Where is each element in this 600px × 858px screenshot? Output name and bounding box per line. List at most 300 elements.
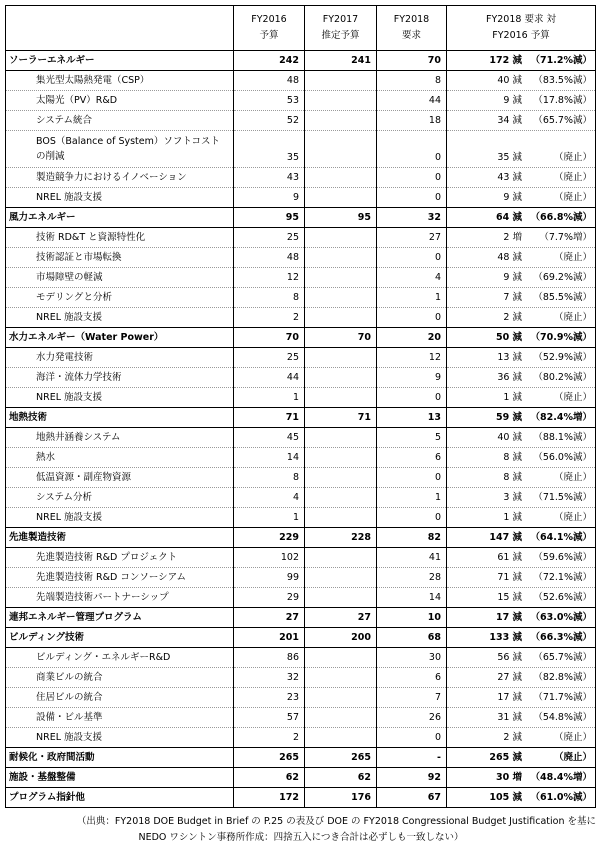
change-cell [447, 788, 596, 808]
value-fy2018: 0 [377, 468, 447, 488]
category-row [6, 328, 596, 348]
value-fy2018: 1 [377, 488, 447, 508]
change-amount: 9 減 [503, 271, 522, 283]
change-amount: 56 減 [497, 651, 522, 663]
change-percent: （廃止） [553, 471, 592, 483]
value-fy2016: 95 [234, 208, 305, 228]
change-cell [447, 308, 596, 328]
table-row [6, 368, 596, 388]
change-percent: （廃止） [553, 251, 592, 263]
value-fy2018: 6 [377, 448, 447, 468]
value-fy2018: 1 [377, 288, 447, 308]
category-row [6, 748, 596, 768]
value-fy2016: 8 [234, 288, 305, 308]
item-label: 技術認証と市場転換 [6, 248, 234, 268]
item-label: システム統合 [6, 111, 234, 131]
change-cell [447, 348, 596, 368]
item-label: 熱水 [6, 448, 234, 468]
category-row [6, 408, 596, 428]
table-row [6, 588, 596, 608]
value-fy2018: 0 [377, 388, 447, 408]
change-amount: 9 減 [503, 94, 522, 106]
value-fy2017 [305, 568, 377, 588]
table-row [6, 248, 596, 268]
change-amount: 2 減 [503, 731, 522, 743]
change-amount: 7 減 [503, 291, 522, 303]
change-percent: （17.8%減） [533, 94, 592, 106]
item-label: NREL 施設支援 [6, 188, 234, 208]
table-row [6, 188, 596, 208]
value-fy2016: 27 [234, 608, 305, 628]
value-fy2018: 0 [377, 131, 447, 168]
table-row [6, 168, 596, 188]
value-fy2017: 95 [305, 208, 377, 228]
change-amount: 172 減 [489, 54, 522, 66]
value-fy2018: 9 [377, 368, 447, 388]
category-label: 地熱技術 [6, 408, 234, 428]
table-row [6, 448, 596, 468]
value-fy2017 [305, 468, 377, 488]
change-cell [447, 131, 596, 168]
change-percent: （59.6%減） [533, 551, 592, 563]
value-fy2016: 48 [234, 71, 305, 91]
change-amount: 147 減 [489, 531, 522, 543]
value-fy2017 [305, 648, 377, 668]
source-note [6, 814, 596, 846]
header-fy2017: FY2017 推定予算 [305, 6, 377, 51]
value-fy2016: 43 [234, 168, 305, 188]
table-row [6, 468, 596, 488]
change-cell [447, 508, 596, 528]
change-amount: 15 減 [497, 591, 522, 603]
value-fy2016: 32 [234, 668, 305, 688]
change-amount: 105 減 [489, 791, 522, 803]
value-fy2016: 1 [234, 388, 305, 408]
change-percent: （71.2%減） [530, 54, 592, 66]
header-item [6, 6, 234, 51]
change-percent: （56.0%減） [533, 451, 592, 463]
item-label: NREL 施設支援 [6, 388, 234, 408]
change-percent: （71.5%減） [533, 491, 592, 503]
change-percent: （廃止） [553, 191, 592, 203]
change-percent: （83.5%減） [533, 74, 592, 86]
item-label: 住居ビルの統合 [6, 688, 234, 708]
value-fy2018: 6 [377, 668, 447, 688]
change-cell [447, 688, 596, 708]
table-row [6, 668, 596, 688]
category-label: 施設・基盤整備 [6, 768, 234, 788]
change-percent: （80.2%減） [533, 371, 592, 383]
value-fy2017 [305, 508, 377, 528]
value-fy2017 [305, 131, 377, 168]
category-row [6, 608, 596, 628]
change-percent: （63.0%減） [530, 611, 592, 623]
change-amount: 30 増 [495, 771, 522, 783]
change-cell [447, 188, 596, 208]
value-fy2017 [305, 428, 377, 448]
change-percent: （72.1%減） [533, 571, 592, 583]
change-percent: （廃止） [553, 751, 592, 763]
value-fy2016: 48 [234, 248, 305, 268]
change-percent: （82.8%減） [533, 671, 592, 683]
value-fy2018: 41 [377, 548, 447, 568]
change-percent: （88.1%減） [533, 431, 592, 443]
category-label: 風力エネルギー [6, 208, 234, 228]
change-cell [447, 91, 596, 111]
value-fy2017 [305, 308, 377, 328]
change-cell [447, 588, 596, 608]
change-cell [447, 368, 596, 388]
item-label: 製造競争力におけるイノベーション [6, 168, 234, 188]
change-cell [447, 628, 596, 648]
category-row [6, 788, 596, 808]
change-cell [447, 228, 596, 248]
change-cell [447, 488, 596, 508]
item-label: システム分析 [6, 488, 234, 508]
category-row [6, 628, 596, 648]
value-fy2018: 26 [377, 708, 447, 728]
item-label: NREL 施設支援 [6, 728, 234, 748]
value-fy2018: 13 [377, 408, 447, 428]
value-fy2017 [305, 168, 377, 188]
value-fy2017 [305, 111, 377, 131]
change-cell [447, 528, 596, 548]
value-fy2016: 1 [234, 508, 305, 528]
change-percent: （65.7%減） [533, 114, 592, 126]
value-fy2017: 176 [305, 788, 377, 808]
value-fy2018: - [377, 748, 447, 768]
value-fy2017: 228 [305, 528, 377, 548]
change-cell [447, 748, 596, 768]
change-cell [447, 408, 596, 428]
change-cell [447, 328, 596, 348]
value-fy2016: 45 [234, 428, 305, 448]
table-row [6, 388, 596, 408]
item-label: モデリングと分析 [6, 288, 234, 308]
value-fy2017: 241 [305, 51, 377, 71]
change-amount: 40 減 [497, 74, 522, 86]
category-label: 水力エネルギー（Water Power） [6, 328, 234, 348]
budget-table [5, 5, 596, 808]
change-amount: 61 減 [497, 551, 522, 563]
value-fy2016: 57 [234, 708, 305, 728]
change-cell [447, 268, 596, 288]
value-fy2016: 102 [234, 548, 305, 568]
value-fy2016: 52 [234, 111, 305, 131]
value-fy2016: 4 [234, 488, 305, 508]
table-row [6, 91, 596, 111]
change-amount: 34 減 [497, 114, 522, 126]
item-label: NREL 施設支援 [6, 508, 234, 528]
value-fy2018: 28 [377, 568, 447, 588]
value-fy2018: 0 [377, 248, 447, 268]
value-fy2016: 229 [234, 528, 305, 548]
change-percent: （48.4%増） [530, 771, 592, 783]
source-note-line-1: （出典：FY2018 DOE Budget in Brief の P.25 の表及び DOE の FY2018 Congressional Budget Justification を基に [76, 816, 596, 827]
value-fy2018: 67 [377, 788, 447, 808]
table-row [6, 568, 596, 588]
change-amount: 31 減 [497, 711, 522, 723]
value-fy2016: 172 [234, 788, 305, 808]
value-fy2016: 8 [234, 468, 305, 488]
change-cell [447, 468, 596, 488]
change-amount: 8 減 [503, 451, 522, 463]
table-row [6, 728, 596, 748]
value-fy2018: 44 [377, 91, 447, 111]
change-percent: （69.2%減） [533, 271, 592, 283]
change-cell [447, 548, 596, 568]
value-fy2017: 62 [305, 768, 377, 788]
category-row [6, 208, 596, 228]
item-label: 地熱井涵養システム [6, 428, 234, 448]
value-fy2016: 44 [234, 368, 305, 388]
value-fy2018: 0 [377, 168, 447, 188]
category-label: 先進製造技術 [6, 528, 234, 548]
change-amount: 17 減 [495, 611, 522, 623]
item-label: ビルディング・エネルギーR&D [6, 648, 234, 668]
table-row [6, 308, 596, 328]
category-row [6, 528, 596, 548]
change-cell [447, 288, 596, 308]
item-label: 市場障壁の軽減 [6, 268, 234, 288]
change-amount: 3 減 [503, 491, 522, 503]
item-label: 先端製造技術パートナーシップ [6, 588, 234, 608]
value-fy2017 [305, 488, 377, 508]
value-fy2016: 265 [234, 748, 305, 768]
value-fy2018: 8 [377, 71, 447, 91]
value-fy2016: 86 [234, 648, 305, 668]
value-fy2017: 27 [305, 608, 377, 628]
value-fy2016: 201 [234, 628, 305, 648]
change-amount: 35 減 [497, 152, 522, 163]
change-amount: 17 減 [497, 691, 522, 703]
value-fy2018: 10 [377, 608, 447, 628]
category-row [6, 51, 596, 71]
change-cell [447, 608, 596, 628]
change-amount: 50 減 [495, 331, 522, 343]
change-amount: 36 減 [497, 371, 522, 383]
value-fy2017: 200 [305, 628, 377, 648]
table-row [6, 111, 596, 131]
value-fy2016: 12 [234, 268, 305, 288]
value-fy2016: 71 [234, 408, 305, 428]
value-fy2017 [305, 388, 377, 408]
value-fy2016: 99 [234, 568, 305, 588]
value-fy2018: 18 [377, 111, 447, 131]
change-amount: 265 減 [489, 751, 522, 763]
value-fy2017: 70 [305, 328, 377, 348]
value-fy2018: 27 [377, 228, 447, 248]
value-fy2018: 70 [377, 51, 447, 71]
value-fy2016: 2 [234, 728, 305, 748]
change-amount: 71 減 [497, 571, 522, 583]
change-percent: （54.8%減） [533, 711, 592, 723]
change-cell [447, 51, 596, 71]
table-row [6, 488, 596, 508]
change-percent: （66.8%減） [530, 211, 592, 223]
table-body [6, 51, 596, 808]
change-cell [447, 71, 596, 91]
source-note-line-2: NEDO ワシントン事務所作成：四捨五入につき合計は必ずしも一致しない） [138, 832, 464, 843]
value-fy2018: 12 [377, 348, 447, 368]
item-label: 先進製造技術 R&D プロジェクト [6, 548, 234, 568]
change-cell [447, 668, 596, 688]
change-amount: 43 減 [497, 171, 522, 183]
value-fy2017 [305, 548, 377, 568]
value-fy2017 [305, 268, 377, 288]
change-percent: （70.9%減） [530, 331, 592, 343]
value-fy2018: 4 [377, 268, 447, 288]
category-label: ビルディング技術 [6, 628, 234, 648]
value-fy2018: 14 [377, 588, 447, 608]
table-row [6, 228, 596, 248]
value-fy2016: 25 [234, 348, 305, 368]
value-fy2016: 25 [234, 228, 305, 248]
value-fy2016: 29 [234, 588, 305, 608]
category-label: ソーラーエネルギー [6, 51, 234, 71]
table-row [6, 548, 596, 568]
table-row [6, 508, 596, 528]
change-cell [447, 428, 596, 448]
value-fy2017 [305, 228, 377, 248]
value-fy2017 [305, 248, 377, 268]
value-fy2016: 53 [234, 91, 305, 111]
table-row [6, 288, 596, 308]
change-cell [447, 568, 596, 588]
change-percent: （65.7%減） [533, 651, 592, 663]
table-row [6, 131, 596, 168]
item-label: 太陽光（PV）R&D [6, 91, 234, 111]
value-fy2018: 0 [377, 188, 447, 208]
value-fy2016: 14 [234, 448, 305, 468]
change-percent: （52.6%減） [533, 591, 592, 603]
value-fy2018: 92 [377, 768, 447, 788]
change-percent: （7.7%増） [539, 231, 592, 243]
value-fy2017 [305, 688, 377, 708]
change-percent: （71.7%減） [533, 691, 592, 703]
change-amount: 1 減 [503, 391, 522, 403]
change-amount: 59 減 [495, 411, 522, 423]
change-amount: 2 減 [503, 311, 522, 323]
item-label: 集光型太陽熱発電（CSP） [6, 71, 234, 91]
value-fy2018: 0 [377, 308, 447, 328]
change-cell [447, 111, 596, 131]
change-cell [447, 768, 596, 788]
value-fy2018: 20 [377, 328, 447, 348]
value-fy2018: 5 [377, 428, 447, 448]
value-fy2017: 265 [305, 748, 377, 768]
category-label: 連邦エネルギー管理プログラム [6, 608, 234, 628]
value-fy2017 [305, 91, 377, 111]
change-amount: 1 減 [503, 511, 522, 523]
value-fy2017 [305, 448, 377, 468]
change-percent: （廃止） [553, 152, 592, 163]
item-label: BOS（Balance of System）ソフトコスト の削減 [6, 131, 234, 168]
table-row [6, 71, 596, 91]
item-label: 技術 RD&T と資源特性化 [6, 228, 234, 248]
change-cell [447, 708, 596, 728]
change-percent: （廃止） [553, 511, 592, 523]
change-percent: （廃止） [553, 731, 592, 743]
change-cell [447, 728, 596, 748]
budget-table-container [5, 5, 596, 808]
category-label: プログラム指針他 [6, 788, 234, 808]
change-cell [447, 208, 596, 228]
value-fy2016: 23 [234, 688, 305, 708]
change-percent: （廃止） [553, 311, 592, 323]
change-amount: 40 減 [497, 431, 522, 443]
change-percent: （61.0%減） [530, 791, 592, 803]
value-fy2018: 32 [377, 208, 447, 228]
value-fy2018: 82 [377, 528, 447, 548]
change-cell [447, 248, 596, 268]
change-cell [447, 168, 596, 188]
value-fy2017 [305, 588, 377, 608]
value-fy2017 [305, 728, 377, 748]
change-percent: （52.9%減） [533, 351, 592, 363]
value-fy2016: 9 [234, 188, 305, 208]
change-percent: （64.1%減） [530, 531, 592, 543]
change-cell [447, 388, 596, 408]
change-percent: （廃止） [553, 171, 592, 183]
value-fy2017: 71 [305, 408, 377, 428]
item-label: 低温資源・副産物資源 [6, 468, 234, 488]
value-fy2018: 68 [377, 628, 447, 648]
item-label: 商業ビルの統合 [6, 668, 234, 688]
change-cell [447, 648, 596, 668]
value-fy2016: 35 [234, 131, 305, 168]
value-fy2018: 7 [377, 688, 447, 708]
change-amount: 133 減 [489, 631, 522, 643]
item-label: 先進製造技術 R&D コンソーシアム [6, 568, 234, 588]
change-amount: 27 減 [497, 671, 522, 683]
change-amount: 13 減 [497, 351, 522, 363]
header-fy2018: FY2018 要求 [377, 6, 447, 51]
change-percent: （廃止） [553, 391, 592, 403]
table-row [6, 268, 596, 288]
category-row [6, 768, 596, 788]
item-label: 設備・ビル基準 [6, 708, 234, 728]
table-row [6, 708, 596, 728]
item-label: NREL 施設支援 [6, 308, 234, 328]
change-cell [447, 448, 596, 468]
value-fy2018: 0 [377, 508, 447, 528]
item-label: 水力発電技術 [6, 348, 234, 368]
table-row [6, 688, 596, 708]
header-change: FY2018 要求 対 FY2016 予算 [447, 6, 596, 51]
change-amount: 48 減 [497, 251, 522, 263]
table-row [6, 348, 596, 368]
header-row [6, 6, 596, 51]
value-fy2016: 2 [234, 308, 305, 328]
change-amount: 2 増 [503, 231, 522, 243]
value-fy2017 [305, 188, 377, 208]
value-fy2018: 0 [377, 728, 447, 748]
change-amount: 64 減 [495, 211, 522, 223]
value-fy2017 [305, 668, 377, 688]
value-fy2018: 30 [377, 648, 447, 668]
value-fy2017 [305, 368, 377, 388]
category-label: 耐候化・政府間活動 [6, 748, 234, 768]
table-row [6, 648, 596, 668]
header-fy2016: FY2016 予算 [234, 6, 305, 51]
change-percent: （66.3%減） [530, 631, 592, 643]
table-row [6, 428, 596, 448]
value-fy2016: 242 [234, 51, 305, 71]
value-fy2017 [305, 708, 377, 728]
change-percent: （82.4%増） [530, 411, 592, 423]
value-fy2016: 70 [234, 328, 305, 348]
